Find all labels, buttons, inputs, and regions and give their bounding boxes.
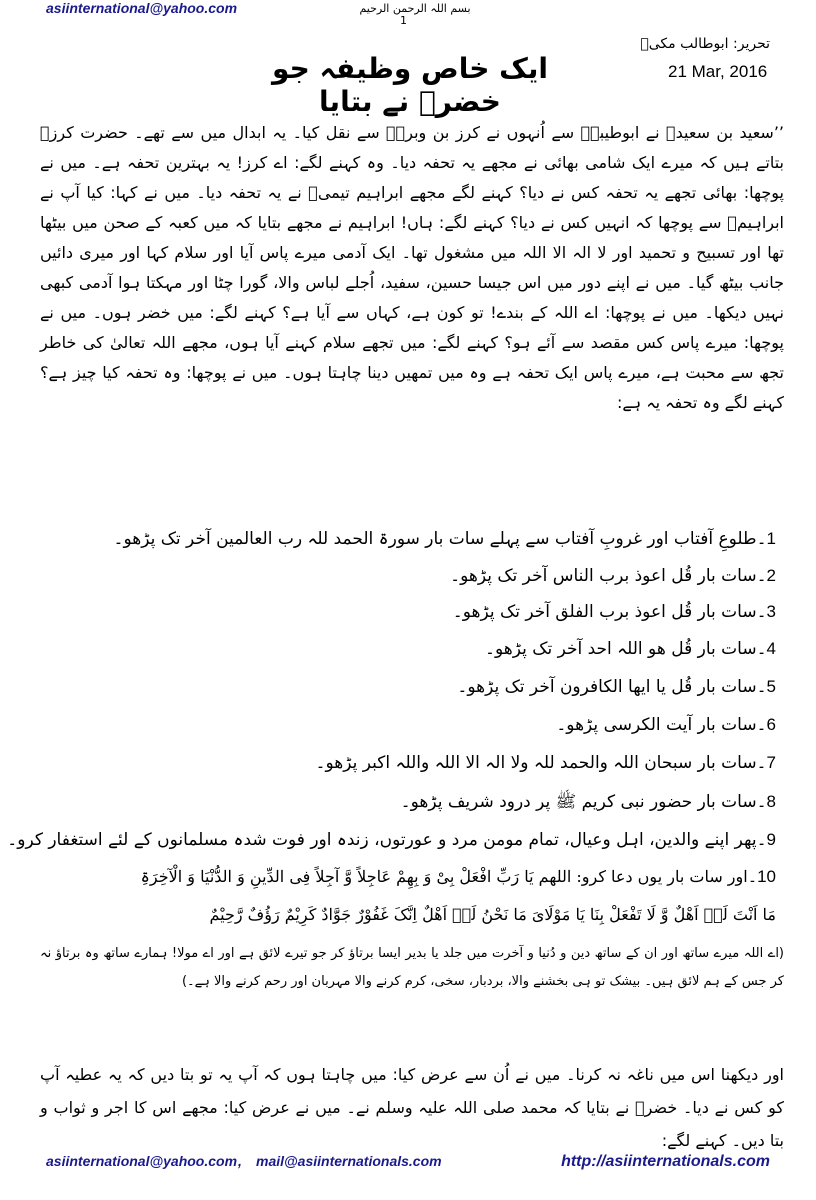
intro-paragraph: ’’سعید بن سعیدؒ نے ابوطیبہؒ سے اُنہوں نے کرز بن وبرہؒ سے نقل کیا۔ یہ ابدال میں سے تھے۔ حضرت کرزؒ بتاتے ہیں کہ میرے ایک شامی بھائی نے مجھے یہ تحفہ دیا۔ وہ کہنے لگے: اے کرز! یہ بہترین تحفہ ہے۔ میں نے پوچھا: بھائی تجھے یہ تحفہ کس نے دیا؟ کہنے لگے مجھے ابراہیم تیمیؒ نے یہ تحفہ دیا۔ میں نے کہا: کیا آپ نے ابراہیمؒ سے پوچھا کہ انہیں کس نے دیا؟ کہنے لگے: ہاں! ابراہیم نے مجھے بتایا کہ میں کعبہ کے صحن میں بیٹھا تھا اور تسبیح و تحمید اور لا الہ الا اللہ میں مشغول تھا۔ ایک آدمی میرے پاس آیا اور سلام کہا اور میری دائیں جانب بیٹھ گیا۔ میں نے اپنے دور میں اس جیسا حسین، سفید، اُجلے لباس والا، گورا چٹا اور مہکتا ہوا آدمی کبھی نہیں دیکھا۔ میں نے پوچھا: اے اللہ کے بندے! تو کون ہے، کہاں سے آیا ہے؟ کہنے لگے: میں خضر ہوں۔ میں نے پوچھا: میرے پاس کس مقصد سے آئے ہو؟ کہنے لگے: میں تجھے سلام کہنے آیا ہوں، مجھے اللہ تعالیٰ کی خاطر تجھ سے محبت ہے، میرے پاس ایک تحفہ ہے وہ میں تمھیں دینا چاہتا ہوں۔ میں نے پوچھا: وہ تحفہ کیا چیز ہے؟ کہنے لگے وہ تحفہ یہ ہے: — [40, 123, 785, 412]
item-text: ۔سات بار قُل اعوذ برب الفلق آخر تک پڑھو۔ — [452, 602, 767, 622]
item-text: ۔سات بار قُل یا ایھا الکافرون آخر تک پڑھو۔ — [457, 677, 767, 697]
item-text: ۔سات بار قُل ھو اللہ احد آخر تک پڑھو۔ — [485, 639, 767, 659]
item-number: 3 — [766, 602, 776, 621]
page-title: ایک خاص وظیفہ جو خضرؑ نے بتایا — [272, 52, 548, 118]
item-number: 10 — [757, 867, 776, 886]
list-item — [141, 867, 776, 887]
item-number: 5 — [766, 677, 776, 696]
list-item — [485, 638, 776, 659]
header-email[interactable]: asiinternational@yahoo.com — [46, 0, 238, 16]
item-text: ۔سات بار حضور نبی کریم ﷺ پر درود شریف پڑھو۔ — [400, 792, 767, 812]
item-number: 7 — [766, 753, 776, 772]
date: 21 Mar, 2016 — [668, 62, 768, 81]
author: تحریر: ابوطالب مکیؒ — [640, 36, 770, 52]
footer-email-2[interactable]: mail@asiinternationals.com — [256, 1153, 442, 1169]
list-item — [401, 791, 776, 816]
list-item — [316, 752, 776, 773]
translation: (اے اللہ میرے ساتھ اور ان کے ساتھ دین و دُنیا و آخرت میں جلد یا بدیر ایسا برتاؤ کر جو تیرے لائق ہے اور اے مولا! ہمارے ساتھ وہ برتاؤ نہ کر جس کے ہم لائق ہیں۔ بیشک تو ہی بخشنے والا، بردبار، سخی، کرم کرنے والا مہربان اور رحم کرنے والا ہے۔) — [40, 946, 784, 989]
list-item — [7, 829, 776, 850]
list-item — [453, 601, 776, 622]
closing-paragraph: اور دیکھنا اس میں ناغہ نہ کرنا۔ میں نے اُن سے عرض کیا: میں چاہتا ہوں کہ آپ یہ تو بتا دیں کہ یہ عطیہ آپ کو کس نے دیا۔ خضرؑ نے بتایا کہ محمد صلی اللہ علیہ وسلم نے۔ میں نے عرض کیا: مجھے اس کا اجر و ثواب و بتا دیں۔ کہنے لگے: — [40, 1065, 784, 1150]
list-item — [556, 714, 776, 735]
item-text: ۔اور سات بار یوں دعا کرو: اللھم یَا رَبِّ افْعَلْ بِیْ وَ بِھِمْ عَاجِلاً وَّ آجِلاً فِی الدِّینِ وَ الدُّنْیَا وَ الْآخِرَۃِ — [140, 867, 758, 886]
item-number: 6 — [766, 715, 776, 734]
dua-line-2: مَا اَنْتَ لَہٗ اَھْلٌ وَّ لَا تَفْعَلْ بِنَا یَا مَوْلَایَ مَا نَحْنُ لَہٗ اَھْلٌ اِنَّکَ غَفُوْرٌ جَوَّادٌ کَرِیْمٌ رَؤُفٌ رَّحِیْمٌ — [209, 905, 776, 924]
list-item — [457, 676, 776, 697]
item-number: 8 — [766, 792, 776, 811]
item-text: ۔سات بار قُل اعوذ برب الناس آخر تک پڑھو۔ — [450, 566, 767, 586]
item-number: 2 — [766, 566, 776, 585]
item-number: 1 — [766, 529, 776, 548]
item-number: 9 — [766, 830, 776, 849]
bismillah: بسم اللہ الرحمن الرحیم — [359, 2, 471, 15]
footer-url[interactable]: http://asiinternationals.com — [561, 1153, 770, 1170]
page-number: 1 — [400, 14, 407, 27]
item-text: ۔طلوعِ آفتاب اور غروبِ آفتاب سے پہلے سات بار سورۃ الحمد للہ رب العالمین آخر تک پڑھو۔ — [113, 529, 767, 549]
footer-separator: , — [238, 1153, 242, 1169]
list-item — [113, 528, 776, 549]
item-number: 4 — [766, 639, 776, 658]
item-text: ۔سات بار آیت الکرسی پڑھو۔ — [556, 715, 767, 735]
list-item — [450, 565, 776, 586]
item-text: ۔سات بار سبحان اللہ والحمد للہ ولا الہ الا اللہ واللہ اکبر پڑھو۔ — [315, 753, 767, 773]
item-text: ۔پھر اپنے والدین، اہل وعیال، تمام مومن مرد و عورتوں، زندہ اور فوت شدہ مسلمانوں کے لئے استغفار کرو۔ — [7, 830, 767, 850]
footer-email-1[interactable]: asiinternational@yahoo.com — [46, 1153, 238, 1169]
